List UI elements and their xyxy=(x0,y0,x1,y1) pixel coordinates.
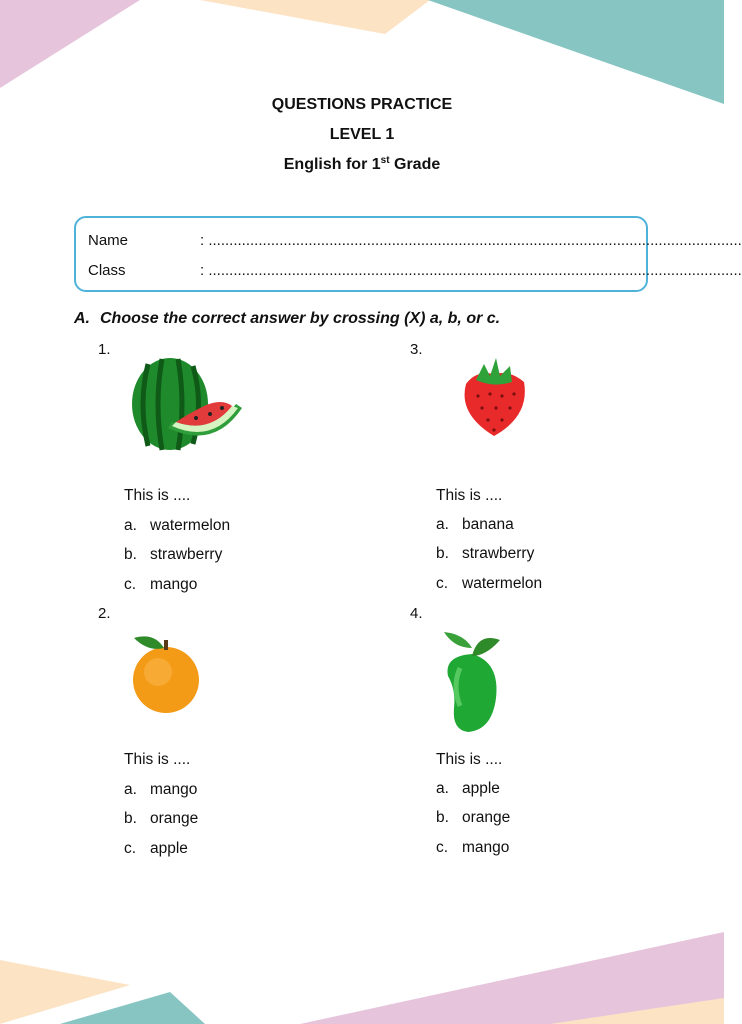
answer-option[interactable] xyxy=(436,516,514,534)
option-text: mango xyxy=(150,576,198,593)
option-letter: c. xyxy=(436,575,449,592)
option-letter: c. xyxy=(436,839,449,856)
option-text: watermelon xyxy=(462,575,543,592)
option-letter: c. xyxy=(124,840,137,857)
grade-superscript: st xyxy=(380,155,390,166)
class-field[interactable]: ................................................................................................................................ xyxy=(208,262,742,279)
watermelon-icon xyxy=(124,356,248,460)
answer-option[interactable] xyxy=(436,839,509,857)
option-text: strawberry xyxy=(150,546,223,563)
class-label: Class xyxy=(88,262,126,279)
answer-option[interactable] xyxy=(124,781,197,799)
option-letter: a. xyxy=(436,516,449,533)
option-text: apple xyxy=(462,780,500,797)
option-text: orange xyxy=(462,809,511,826)
option-text: strawberry xyxy=(462,545,535,562)
section-a-instruction xyxy=(74,310,500,328)
option-text: apple xyxy=(150,840,188,857)
question-prompt: This is .... xyxy=(124,751,191,768)
grade-subtitle-suffix: Grade xyxy=(389,156,441,173)
option-letter: a. xyxy=(124,781,137,798)
grade-subtitle xyxy=(0,156,724,174)
orange-icon xyxy=(126,630,206,716)
question-number: 1. xyxy=(98,341,111,358)
question-prompt: This is .... xyxy=(124,487,191,504)
name-label: Name xyxy=(88,232,129,249)
option-letter: a. xyxy=(124,517,137,534)
level-label: LEVEL 1 xyxy=(329,126,395,143)
mango-icon xyxy=(438,626,504,736)
strawberry-icon xyxy=(454,354,534,440)
answer-option[interactable] xyxy=(436,575,542,593)
class-row xyxy=(88,262,742,279)
option-text: mango xyxy=(462,839,510,856)
top-right-teal-shape xyxy=(428,0,724,104)
name-field[interactable]: ................................................................................................................................ xyxy=(208,232,742,249)
name-separator: : xyxy=(200,232,205,249)
option-text: banana xyxy=(462,516,514,533)
option-letter: b. xyxy=(436,545,449,562)
question-prompt: This is .... xyxy=(436,751,503,768)
answer-option[interactable] xyxy=(124,576,197,594)
question-number: 3. xyxy=(410,341,423,358)
answer-option[interactable] xyxy=(124,810,198,828)
answer-option[interactable] xyxy=(436,545,534,563)
instruction-text: Choose the correct answer by crossing (X) a, b, or c. xyxy=(100,310,501,327)
question-number: 2. xyxy=(98,605,111,622)
option-text: watermelon xyxy=(150,517,231,534)
name-row xyxy=(88,232,742,249)
answer-option[interactable] xyxy=(124,546,222,564)
answer-option[interactable] xyxy=(124,840,188,858)
question-prompt: This is .... xyxy=(436,487,503,504)
answer-option[interactable] xyxy=(124,517,230,535)
top-peach-shape xyxy=(200,0,430,34)
class-separator: : xyxy=(200,262,205,279)
option-text: mango xyxy=(150,781,198,798)
grade-subtitle-prefix: English for 1 xyxy=(283,156,381,173)
answer-option[interactable] xyxy=(436,780,500,798)
section-letter: A. xyxy=(74,310,90,327)
question-number: 4. xyxy=(410,605,423,622)
option-letter: b. xyxy=(436,809,449,826)
option-letter: b. xyxy=(124,810,137,827)
student-info-box xyxy=(74,216,742,292)
option-letter: c. xyxy=(124,576,137,593)
option-text: orange xyxy=(150,810,199,827)
top-left-pink-shape xyxy=(0,0,140,88)
page-title: QUESTIONS PRACTICE xyxy=(271,96,453,113)
option-letter: b. xyxy=(124,546,137,563)
option-letter: a. xyxy=(436,780,449,797)
answer-option[interactable] xyxy=(436,809,510,827)
